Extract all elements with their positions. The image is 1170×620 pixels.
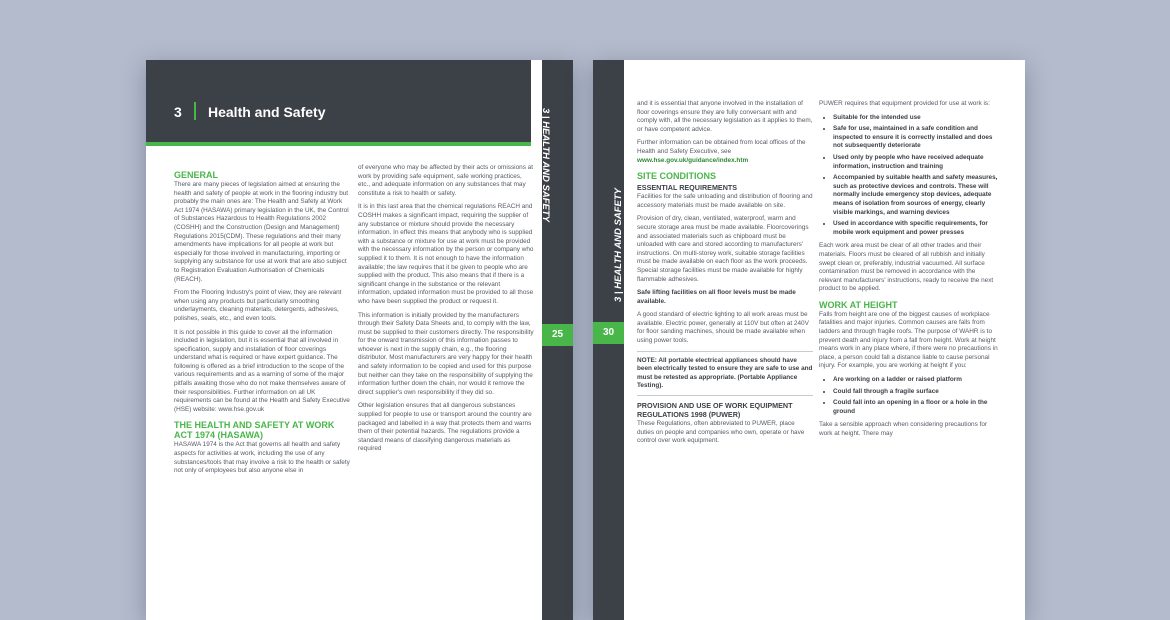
paragraph: It is not possible in this guide to cover all the information included in legislation, but it is essential that all involved in specification, supply and installation of floor coverings understand what is required or have expert guidance. The following is offered as a brief introduction to the scope of the various requirements and as a warning of some of the major pitfalls awaiting those who do not make themselves aware of their responsibilities. Further information on all UK requirements can be found at the Health and Safety Executive (HSE) website: www.hse.gov.uk: [174, 328, 350, 413]
side-tab-label: [593, 174, 624, 302]
paragraph: and it is essential that anyone involved in the installation of floor coverings ensure they are fully conversant with and comply with, all the necessary legislation as it applies to them, or have competent advice.: [637, 100, 813, 133]
side-tab: [542, 60, 573, 620]
left-page: [146, 60, 573, 620]
paragraph-bold: Safe lifting facilities on all floor levels must be made available.: [637, 289, 796, 305]
heading-hasawa: THE HEALTH AND SAFETY AT WORK ACT 1974 (HASAWA): [174, 420, 335, 441]
paragraph: PUWER requires that equipment provided for use at work is:: [819, 100, 990, 107]
list-item: • Could fall into an opening in a floor or a hole in the ground: [833, 399, 999, 416]
left-column-1: [174, 164, 350, 481]
paragraph: Other legislation ensures that all dangerous substances supplied for people to use or transport around the country are packaged and labelled in a way that protects them and warns them of their potential hazards. The regulations provide a standard means of classifying dangerous materials as required: [358, 402, 532, 453]
paragraph: This information is initially provided by the manufacturers through their Safety Data Sheets and, to comply with the law, must be supplied to their customers directly. The responsibility for the onward transmission of this information passes to whoever is next in the supply chain, e.g., the flooring distributor. Most manufacturers are very happy for their health and safety information to be copied and used for this purpose but neither can they take on the responsibility of supplying the information further down the chain, nor would it remove the direct supplier's own responsibility if they did so.: [358, 311, 534, 396]
list-item: • Safe for use, maintained in a safe condition and inspected to ensure it is correctly installed and does not subsequently deteriorate: [833, 125, 999, 151]
height-list: [819, 376, 999, 416]
list-item: • Could fall through a fragile surface: [833, 388, 999, 397]
chapter-separator: [194, 102, 196, 120]
chapter-title: Health and Safety: [208, 104, 326, 120]
heading-site-conditions: SITE CONDITIONS: [637, 171, 717, 182]
side-tab-text: 3 | HEALTH AND SAFETY: [540, 108, 551, 223]
paragraph: Provision of dry, clean, ventilated, waterproof, warm and secure storage area must be made available. Floorcoverings and associated materials such as chipboard must be unloaded with care and stored according to manufacturers' instructions. On multi-storey work, suitable storage facilities must be made available on each floor as the work proceeds. Special storage facilities must be made available for highly flammable adhesives.: [637, 215, 809, 283]
paragraph: A good standard of electric lighting to all work areas must be available. Electric power, generally at 110V but often at 240V for floor sanding machines, should be made available when using power tools.: [637, 311, 809, 345]
note-text: NOTE: All portable electrical appliances should have been electrically tested to ensure they are safe to use and must be retested as appropriate. (Portable Appliance Testing).: [637, 356, 813, 390]
page-number-badge: 30: [593, 322, 624, 344]
right-page: [593, 60, 1025, 620]
heading-work-at-height: WORK AT HEIGHT: [819, 299, 898, 310]
paragraph: Facilities for the safe unloading and distribution of flooring and accessory materials must be made available on site.: [637, 193, 813, 209]
paragraph: Falls from height are one of the biggest causes of workplace fatalities and major injuries. Common causes are falls from ladders and through fragile roofs. The purpose of WAHR is to prevent death and injury from a fall from height. Work at height means work in any place where, if there were no precautions in place, a person could fall a distance liable to cause personal injury. For example, you are working at height if you:: [819, 310, 998, 370]
right-column-2: [819, 100, 999, 444]
left-column-2: [358, 164, 534, 459]
chapter-header: [146, 60, 531, 144]
list-item: • Suitable for the intended use: [833, 114, 999, 123]
subheading-puwer: PROVISION AND USE OF WORK EQUIPMENT REGULATIONS 1998 (PUWER): [637, 401, 793, 420]
header-green-rule: [146, 142, 531, 146]
paragraph: HASAWA 1974 is the Act that governs all health and safety aspects for activities at work, including the use of any substances/tools that may involve a risk to the health or safety not only of employees but also anyone else in: [174, 441, 350, 475]
paragraph: It is in this last area that the chemical regulations REACH and COSHH makes a significant impact, requiring the supplier of any substance or mixture should provide the necessary information. In effect this means that anybody who is supplied with a substance or mixture for use at work must be provided with the necessary information by the person or company who supplied it to them. It is not enough to have the information available; the law requires that it be given to people who are supplied with the product. This also means that if there is a significant change in the substance or the relevant information, updated information must be provided to all those who have been supplied the product or request it.: [358, 203, 534, 305]
list-item: • Are working on a ladder or raised platform: [833, 376, 999, 385]
paragraph: Take a sensible approach when considering precautions for work at height. There may: [819, 421, 988, 437]
right-column-1: [637, 100, 813, 451]
list-item: • Used in accordance with specific requirements, for mobile work equipment and power presses: [833, 220, 999, 237]
chapter-number: 3: [174, 104, 182, 120]
paragraph: Each work area must be clear of all other trades and their materials. Floors must be cleared of all rubbish and initially swept clean or, preferably, industrial vacuumed. All surface contamination must be removed in accordance with the relevant manufacturers' instructions, ready to receive the next product to be applied.: [819, 242, 994, 293]
paragraph: of everyone who may be affected by their acts or omissions at work by providing safe equipment, safe working practices, etc., and adequate information on any substances that may constitute a risk to health or safety.: [358, 164, 534, 197]
side-tab: [593, 60, 624, 620]
paragraph: These Regulations, often abbreviated to PUWER, place duties on people and companies who own, operate or have control over work equipment.: [637, 420, 805, 445]
note-box: [637, 351, 813, 396]
paragraph: Further information can be obtained from local offices of the Health and Safety Executive, see: [637, 139, 806, 155]
puwer-list: [819, 114, 999, 238]
side-tab-label: [540, 108, 573, 223]
side-tab-text: 3 | HEALTH AND SAFETY: [613, 187, 624, 302]
paragraph: From the Flooring Industry's point of view, they are relevant when using any products but particularly smoothing underlayments, cleaning materials, detergents, adhesives, polishes, seals, etc., and even tools.: [174, 289, 342, 322]
paragraph: There are many pieces of legislation aimed at ensuring the health and safety of people at work in the flooring industry but probably the main ones are: The Health and Safety at Work Act 1974 (HASAWA) primary legislation in the UK, the Control of Substances Hazardous to Health Regulations 2002 (COSHH) and the Construction (Design and Management) Regulations 2015(CDM). These regulations and their many amendments have implications for all people at work but especially for those involved in manufacturing, importing or supplying any substance for use at work that are also subject to Registration Evaluation Authorisation of Chemicals (REACH).: [174, 181, 349, 283]
list-item: • Used only by people who have received adequate information, instruction and training: [833, 154, 999, 171]
page-number-badge: 25: [542, 324, 573, 346]
subheading-essential: ESSENTIAL REQUIREMENTS: [637, 183, 738, 193]
list-item: • Accompanied by suitable health and safety measures, such as protective devices and controls. These will normally include emergency stop devices, adequate means of isolation from sources of energy, clearly visible markings, and warning devices: [833, 174, 999, 217]
hse-link[interactable]: www.hse.gov.uk/guidance/index.htm: [637, 156, 749, 164]
heading-general: GENERAL: [174, 170, 219, 180]
